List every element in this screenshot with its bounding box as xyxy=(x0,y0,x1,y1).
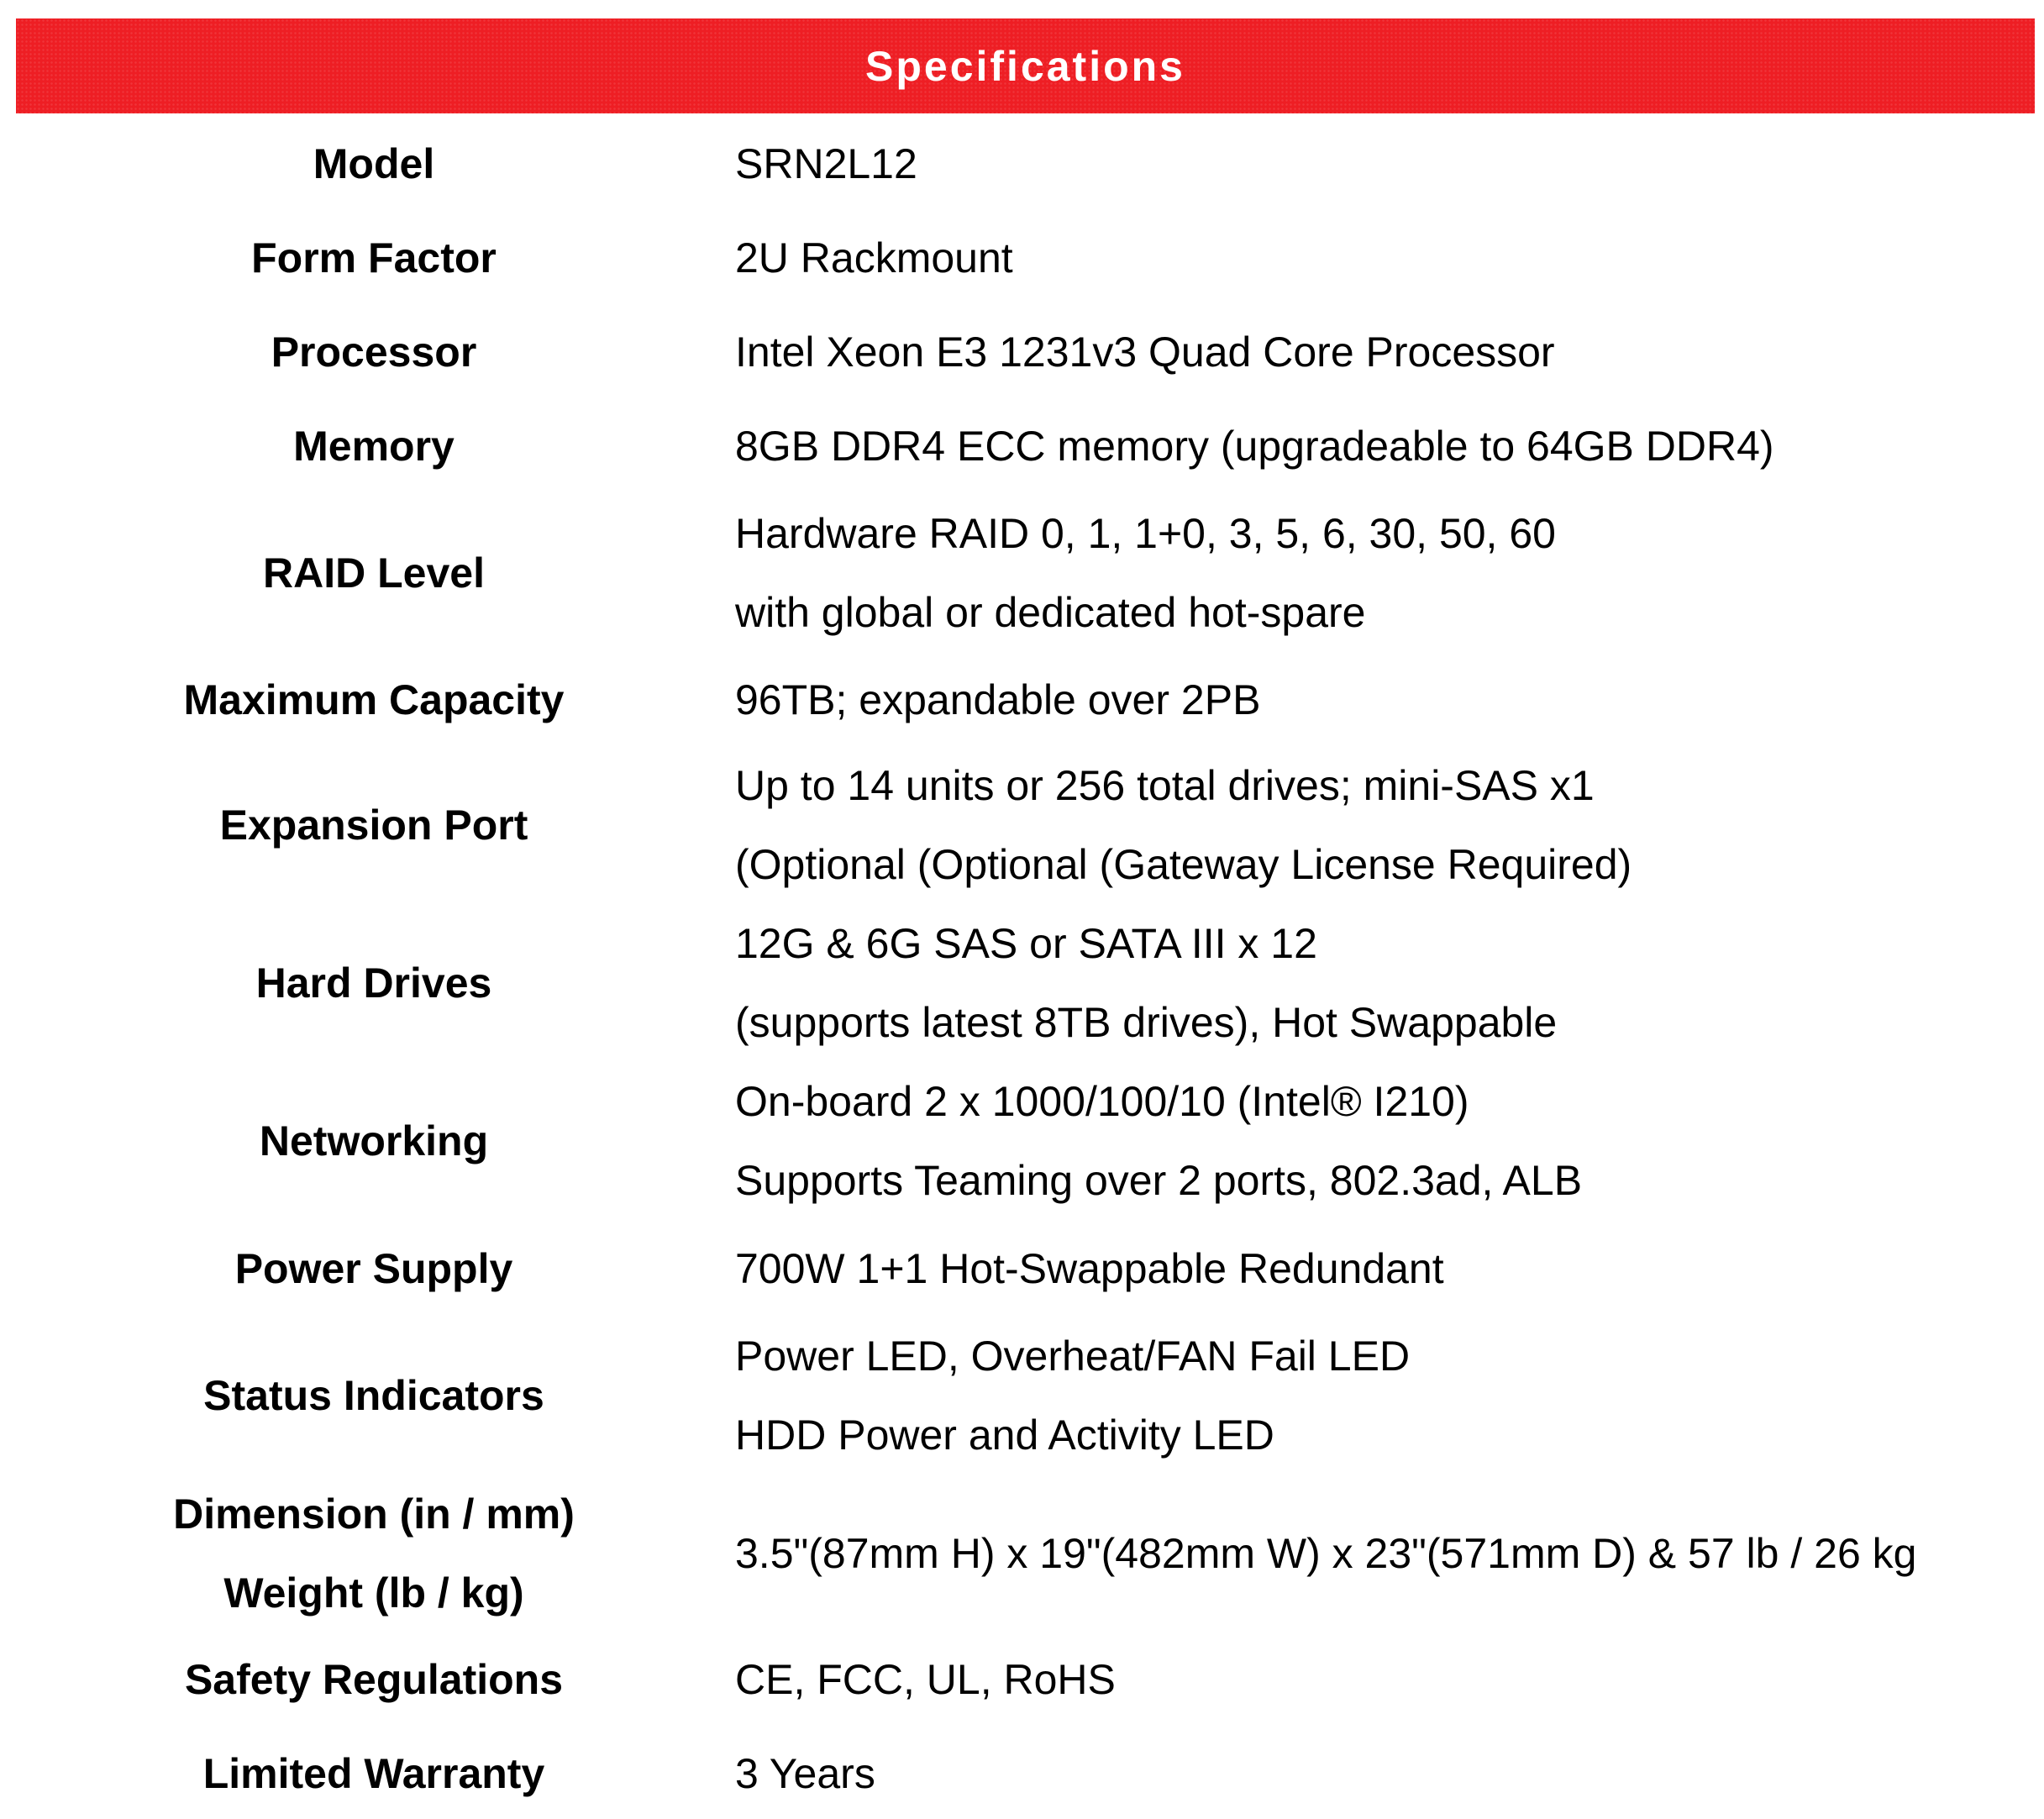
spec-row-model xyxy=(0,124,2044,203)
spec-value: Power LED, Overheat/FAN Fail LED HDD Power and Activity LED xyxy=(735,1333,1411,1459)
spec-value: Hardware RAID 0, 1, 1+0, 3, 5, 6, 30, 50, 60 with global or dedicated hot-spare xyxy=(735,510,1556,636)
spec-value: 2U Rackmount xyxy=(735,234,1013,281)
spec-row-status-indicators xyxy=(0,1317,2044,1475)
spec-label: RAID Level xyxy=(263,549,485,597)
spec-row-expansion-port xyxy=(0,746,2044,904)
spec-label: Networking xyxy=(259,1117,489,1164)
spec-value: 3 Years xyxy=(735,1750,875,1797)
spec-row-memory xyxy=(0,407,2044,486)
spec-row-dimension-weight xyxy=(0,1475,2044,1632)
spec-value: Intel Xeon E3 1231v3 Quad Core Processor xyxy=(735,329,1555,376)
spec-value: 8GB DDR4 ECC memory (upgradeable to 64GB DDR4) xyxy=(735,423,1774,470)
spec-value: 3.5"(87mm H) x 19"(482mm W) x 23"(571mm D) & 57 lb / 26 kg xyxy=(735,1530,1917,1577)
spec-value: Up to 14 units or 256 total drives; mini-SAS x1 (Optional (Optional (Gateway License Required) xyxy=(735,762,1632,888)
spec-value: 700W 1+1 Hot-Swappable Redundant xyxy=(735,1245,1444,1292)
spec-label: Maximum Capacity xyxy=(183,676,565,723)
spec-row-maximum-capacity xyxy=(0,660,2044,739)
spec-label: Dimension (in / mm) Weight (lb / kg) xyxy=(173,1490,575,1617)
spec-label: Expansion Port xyxy=(219,802,528,849)
spec-row-raid-level xyxy=(0,494,2044,652)
spec-row-form-factor xyxy=(0,218,2044,297)
spec-value: 12G & 6G SAS or SATA III x 12 (supports latest 8TB drives), Hot Swappable xyxy=(735,920,1558,1046)
spec-label: Status Indicators xyxy=(203,1372,544,1419)
page-title: Specifications xyxy=(865,42,1185,90)
spec-row-hard-drives xyxy=(0,904,2044,1062)
spec-label: Safety Regulations xyxy=(184,1656,564,1703)
spec-label: Form Factor xyxy=(251,234,497,281)
spec-label: Memory xyxy=(293,423,455,470)
spec-label: Processor xyxy=(271,329,477,376)
spec-label: Model xyxy=(313,140,435,187)
spec-value: CE, FCC, UL, RoHS xyxy=(735,1656,1116,1703)
spec-row-limited-warranty xyxy=(0,1734,2044,1813)
spec-row-safety-regulations xyxy=(0,1640,2044,1719)
spec-label: Power Supply xyxy=(234,1245,513,1292)
spec-label: Limited Warranty xyxy=(202,1750,545,1797)
spec-value: On-board 2 x 1000/100/10 (Intel® I210) Supports Teaming over 2 ports, 802.3ad, ALB xyxy=(735,1078,1583,1204)
spec-row-power-supply xyxy=(0,1229,2044,1308)
spec-row-networking xyxy=(0,1062,2044,1220)
spec-value: SRN2L12 xyxy=(735,140,917,187)
spec-value: 96TB; expandable over 2PB xyxy=(735,676,1261,723)
spec-row-processor xyxy=(0,313,2044,392)
spec-label: Hard Drives xyxy=(255,959,492,1007)
